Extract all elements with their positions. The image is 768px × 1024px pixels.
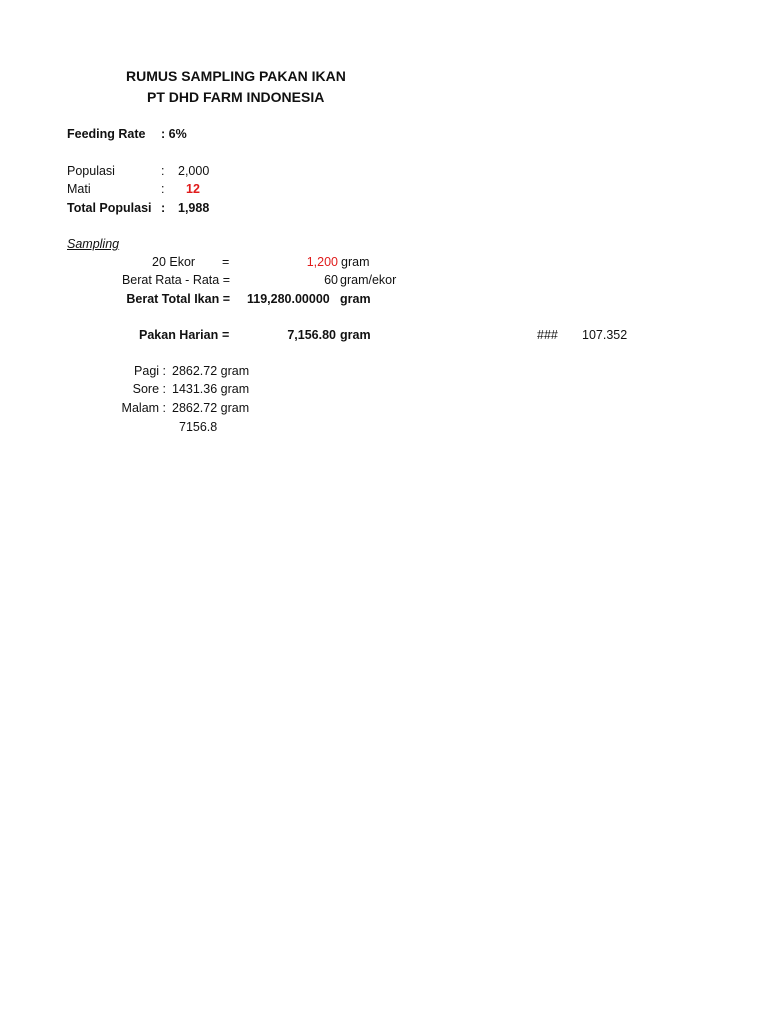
berat-rata-unit: gram/ekor <box>340 273 397 287</box>
ekor-value: 1,200 <box>306 255 338 269</box>
page-title: RUMUS SAMPLING PAKAN IKAN <box>126 68 346 84</box>
overflow-cell: ### <box>537 328 558 342</box>
ekor-label: 20 Ekor <box>152 255 196 269</box>
pagi-label: Pagi : <box>134 364 166 378</box>
malam-label: Malam : <box>121 401 166 415</box>
pakan-harian-label: Pakan Harian <box>139 328 219 342</box>
feeding-rate-label: Feeding Rate <box>67 127 146 141</box>
pagi-value: 2862.72 gram <box>172 364 250 378</box>
company-name: PT DHD FARM INDONESIA <box>147 89 325 105</box>
ekor-unit: gram <box>341 255 370 269</box>
berat-total-label: Berat Total Ikan = <box>126 292 230 306</box>
total-populasi-label: Total Populasi <box>67 201 152 215</box>
berat-rata-label: Berat Rata - Rata = <box>121 273 230 287</box>
sampling-section-label: Sampling <box>67 237 120 251</box>
pakan-harian-value: 7,156.80 <box>287 328 336 342</box>
extra-value-cell: 107.352 <box>582 328 628 342</box>
malam-value: 2862.72 gram <box>172 401 250 415</box>
sore-label: Sore : <box>132 382 166 396</box>
pakan-harian-unit: gram <box>340 328 371 342</box>
ekor-equals: = <box>222 255 230 269</box>
populasi-colon: : <box>161 164 165 178</box>
total-populasi-value: 1,988 <box>178 201 210 215</box>
berat-rata-value: 60 <box>324 273 338 287</box>
populasi-label: Populasi <box>67 164 115 178</box>
pakan-harian-equals: = <box>222 328 230 342</box>
berat-total-value: 119,280.00000 <box>247 292 330 306</box>
mati-label: Mati <box>67 182 91 196</box>
total-populasi-colon: : <box>161 201 166 215</box>
berat-total-unit: gram <box>340 292 371 306</box>
mati-colon: : <box>161 182 165 196</box>
sore-value: 1431.36 gram <box>172 382 250 396</box>
mati-value: 12 <box>186 182 200 196</box>
schedule-sum: 7156.8 <box>179 420 218 434</box>
feeding-rate-value: : 6% <box>161 127 187 141</box>
populasi-value: 2,000 <box>178 164 210 178</box>
